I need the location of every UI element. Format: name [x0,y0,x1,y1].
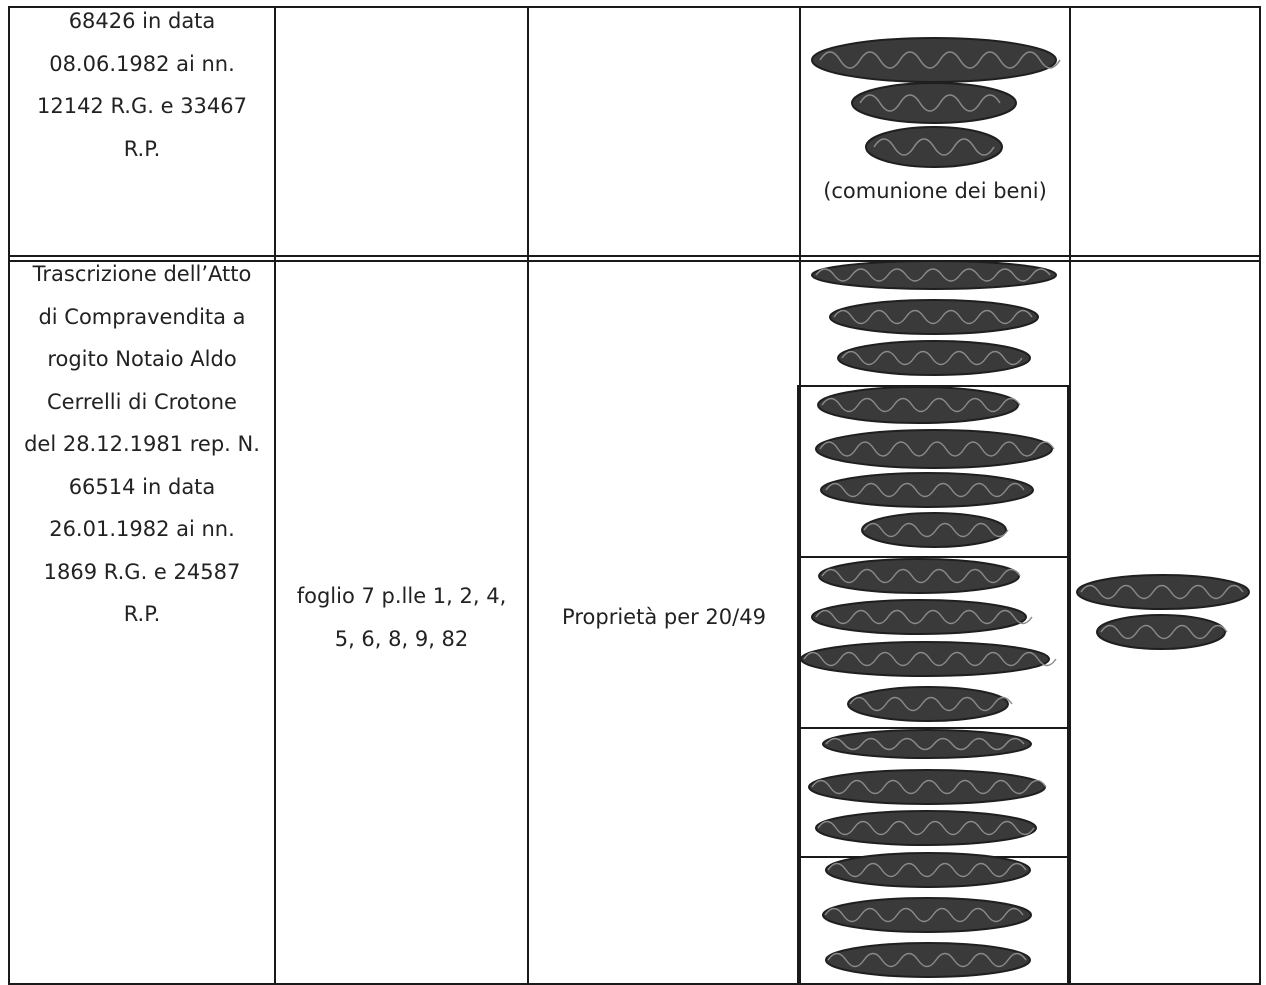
row1-owner-redaction [800,30,1068,175]
row2-document-line: 1869 R.G. e 24587 [43,559,241,584]
row1-document-cell [10,0,274,170]
row2-document-cell [10,253,274,636]
row2-document-line: del 28.12.1981 rep. N. [24,432,260,456]
row2-owner-redaction [800,262,1068,984]
row1-document-line: R.P. [123,136,161,161]
grid-line [274,6,276,985]
grid-line [1069,6,1071,985]
row2-document-line: 26.01.1982 ai nn. [49,517,235,541]
row1-document-line: 68426 in data [68,9,216,33]
row2-cadastral-cell [276,575,527,660]
row2-cadastral-line: 5, 6, 8, 9, 82 [334,626,469,651]
row2-document-line: 66514 in data [68,474,216,499]
row1-owner-note: (comunione dei beni) [823,179,1047,203]
row2-document-line: R.P. [123,602,161,626]
row2-document-line: Cerrelli di Crotone [47,389,237,414]
row2-right-cell: Proprietà per 20/49 [562,605,766,629]
row1-document-line: 08.06.1982 ai nn. [49,51,235,76]
grid-line [1259,6,1261,985]
row1-document-line: 12142 R.G. e 33467 [36,94,248,118]
row2-notes-redaction [1073,570,1259,660]
row2-cadastral-line: foglio 7 p.lle 1, 2, 4, [296,584,507,608]
row2-document-line: Trascrizione dell’Atto [32,262,252,286]
grid-line [797,385,799,985]
row2-document-line: rogito Notaio Aldo [47,347,237,371]
row2-document-line: di Compravendita a [38,304,246,329]
grid-line [527,6,529,985]
